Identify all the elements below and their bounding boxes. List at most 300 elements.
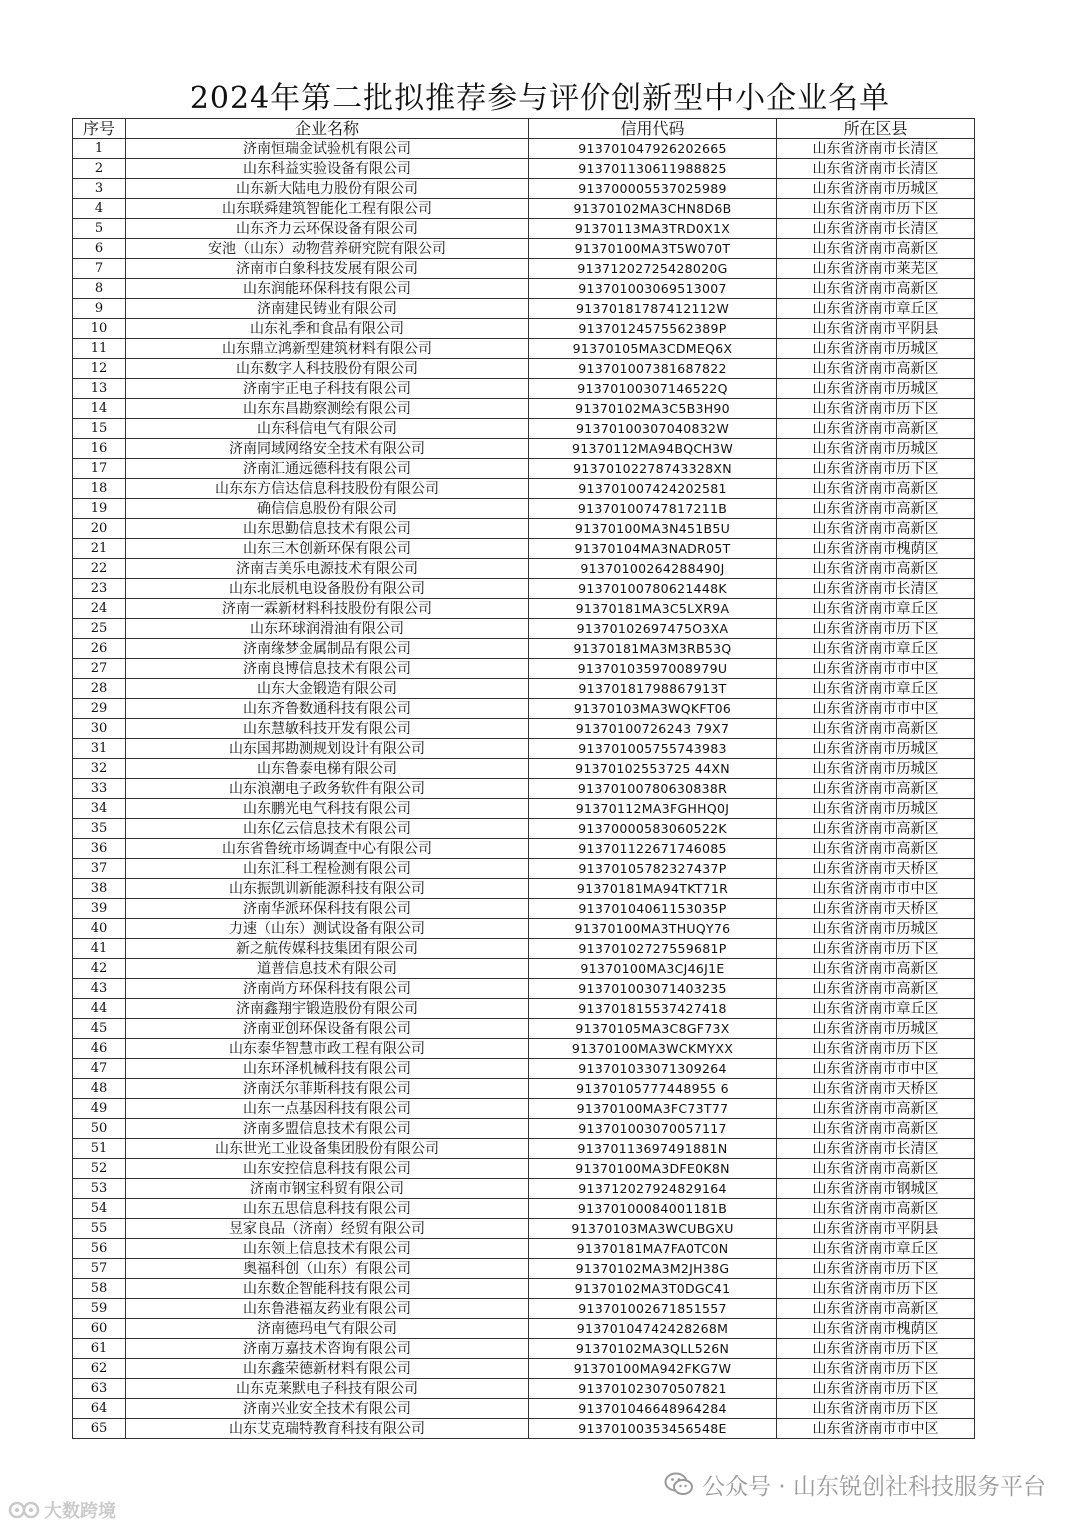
row-company-name: 济南宇正电子科技有限公司 <box>126 379 529 399</box>
table-row <box>73 1299 975 1319</box>
row-index: 56 <box>73 1239 126 1259</box>
row-index: 21 <box>73 539 126 559</box>
row-company-name: 安池（山东）动物营养研究院有限公司 <box>126 239 529 259</box>
row-credit-code: 913701003071403235 <box>529 979 777 999</box>
row-index: 2 <box>73 159 126 179</box>
row-company-name: 济南万嘉技术咨询有限公司 <box>126 1339 529 1359</box>
row-index: 7 <box>73 259 126 279</box>
wechat-account-footer <box>664 1466 1046 1502</box>
table-row <box>73 419 975 439</box>
table-row <box>73 239 975 259</box>
row-district: 山东省济南市长清区 <box>777 579 975 599</box>
table-row <box>73 539 975 559</box>
row-company-name: 山东鑫荣德新材料有限公司 <box>126 1359 529 1379</box>
row-company-name: 济南尚方环保科技有限公司 <box>126 979 529 999</box>
row-credit-code: 91370100307146522Q <box>529 379 777 399</box>
row-credit-code: 91370181787412112W <box>529 299 777 319</box>
row-district: 山东省济南市槐荫区 <box>777 1319 975 1339</box>
row-company-name: 山东省鲁统市场调查中心有限公司 <box>126 839 529 859</box>
row-credit-code: 91370102MA3CHN8D6B <box>529 199 777 219</box>
row-district: 山东省济南市高新区 <box>777 279 975 299</box>
row-company-name: 山东亿云信息技术有限公司 <box>126 819 529 839</box>
table-row <box>73 1239 975 1259</box>
row-company-name: 济南吉美乐电源技术有限公司 <box>126 559 529 579</box>
row-credit-code: 91370100780630838R <box>529 779 777 799</box>
row-credit-code: 913701007381687822 <box>529 359 777 379</box>
row-credit-code: 913701130611988825 <box>529 159 777 179</box>
table-row <box>73 219 975 239</box>
row-district: 山东省济南市高新区 <box>777 479 975 499</box>
row-credit-code: 91370103MA3WQKFT06 <box>529 699 777 719</box>
table-row <box>73 1059 975 1079</box>
row-company-name: 山东环泽机械科技有限公司 <box>126 1059 529 1079</box>
table-row <box>73 1419 975 1439</box>
row-index: 10 <box>73 319 126 339</box>
row-index: 45 <box>73 1019 126 1039</box>
row-index: 33 <box>73 779 126 799</box>
table-row <box>73 139 975 159</box>
watermark-text: 大数跨境 <box>44 1501 116 1522</box>
table-row <box>73 659 975 679</box>
row-credit-code: 91370100MA3THUQY76 <box>529 919 777 939</box>
row-company-name: 济南恒瑞金试验机有限公司 <box>126 139 529 159</box>
row-credit-code: 913701047926202665 <box>529 139 777 159</box>
row-index: 42 <box>73 959 126 979</box>
row-credit-code: 91370000583060522K <box>529 819 777 839</box>
row-company-name: 山东礼季和食品有限公司 <box>126 319 529 339</box>
row-index: 9 <box>73 299 126 319</box>
row-company-name: 山东思勤信息技术有限公司 <box>126 519 529 539</box>
table-row <box>73 1259 975 1279</box>
row-company-name: 山东数企智能科技有限公司 <box>126 1279 529 1299</box>
row-index: 47 <box>73 1059 126 1079</box>
row-district: 山东省济南市历下区 <box>777 619 975 639</box>
row-district: 山东省济南市天桥区 <box>777 899 975 919</box>
row-district: 山东省济南市高新区 <box>777 719 975 739</box>
row-index: 34 <box>73 799 126 819</box>
row-credit-code: 91370100MA3DFE0K8N <box>529 1159 777 1179</box>
row-credit-code: 91370102553725 44XN <box>529 759 777 779</box>
table-row <box>73 159 975 179</box>
company-table <box>72 118 975 1439</box>
row-district: 山东省济南市市中区 <box>777 659 975 679</box>
row-credit-code: 91370100MA3WCKMYXX <box>529 1039 777 1059</box>
row-company-name: 济南市钢宝科贸有限公司 <box>126 1179 529 1199</box>
row-company-name: 山东鼎立鸿新型建筑材料有限公司 <box>126 339 529 359</box>
row-index: 50 <box>73 1119 126 1139</box>
table-row <box>73 1339 975 1359</box>
table-row <box>73 259 975 279</box>
row-district: 山东省济南市高新区 <box>777 559 975 579</box>
row-company-name: 济南汇通远德科技有限公司 <box>126 459 529 479</box>
row-company-name: 山东鲁港福友药业有限公司 <box>126 1299 529 1319</box>
row-district: 山东省济南市市中区 <box>777 879 975 899</box>
row-index: 28 <box>73 679 126 699</box>
row-index: 48 <box>73 1079 126 1099</box>
row-index: 37 <box>73 859 126 879</box>
row-credit-code: 91370113MA3TRD0X1X <box>529 219 777 239</box>
table-row <box>73 439 975 459</box>
row-index: 14 <box>73 399 126 419</box>
row-district: 山东省济南市历下区 <box>777 399 975 419</box>
row-district: 山东省济南市高新区 <box>777 839 975 859</box>
row-index: 15 <box>73 419 126 439</box>
row-district: 山东省济南市高新区 <box>777 819 975 839</box>
table-row <box>73 499 975 519</box>
row-company-name: 山东振凯训新能源科技有限公司 <box>126 879 529 899</box>
row-index: 12 <box>73 359 126 379</box>
row-credit-code: 91370100353456548E <box>529 1419 777 1439</box>
row-company-name: 山东齐鲁数通科技有限公司 <box>126 699 529 719</box>
row-index: 63 <box>73 1379 126 1399</box>
table-row <box>73 1119 975 1139</box>
row-district: 山东省济南市高新区 <box>777 359 975 379</box>
row-credit-code: 91370112MA3FGHHQ0J <box>529 799 777 819</box>
row-district: 山东省济南市高新区 <box>777 1099 975 1119</box>
table-row <box>73 479 975 499</box>
row-company-name: 山东汇科工程检测有限公司 <box>126 859 529 879</box>
table-row <box>73 819 975 839</box>
table-row <box>73 1039 975 1059</box>
table-row <box>73 599 975 619</box>
row-company-name: 山东环球润滑油有限公司 <box>126 619 529 639</box>
row-district: 山东省济南市历城区 <box>777 799 975 819</box>
row-credit-code: 913701002671851557 <box>529 1299 777 1319</box>
table-row <box>73 1359 975 1379</box>
row-company-name: 山东世光工业设备集团股份有限公司 <box>126 1139 529 1159</box>
row-company-name: 济南多盟信息技术有限公司 <box>126 1119 529 1139</box>
table-row <box>73 339 975 359</box>
table-row <box>73 859 975 879</box>
row-index: 55 <box>73 1219 126 1239</box>
row-company-name: 山东五思信息科技有限公司 <box>126 1199 529 1219</box>
row-index: 11 <box>73 339 126 359</box>
header-district: 所在区县 <box>777 119 975 139</box>
row-credit-code: 913700005537025989 <box>529 179 777 199</box>
row-district: 山东省济南市高新区 <box>777 959 975 979</box>
row-credit-code: 91370100MA3N451B5U <box>529 519 777 539</box>
row-district: 山东省济南市历下区 <box>777 459 975 479</box>
row-credit-code: 91370112MA94BQCH3W <box>529 439 777 459</box>
row-index: 30 <box>73 719 126 739</box>
row-company-name: 山东北辰机电设备股份有限公司 <box>126 579 529 599</box>
table-row <box>73 1379 975 1399</box>
table-row <box>73 699 975 719</box>
row-credit-code: 91370100MA942FKG7W <box>529 1359 777 1379</box>
row-company-name: 山东三木创新环保有限公司 <box>126 539 529 559</box>
row-district: 山东省济南市莱芜区 <box>777 259 975 279</box>
row-district: 山东省济南市高新区 <box>777 979 975 999</box>
row-company-name: 山东安控信息科技有限公司 <box>126 1159 529 1179</box>
row-company-name: 道普信息技术有限公司 <box>126 959 529 979</box>
row-index: 32 <box>73 759 126 779</box>
row-company-name: 济南鑫翔宇锻造股份有限公司 <box>126 999 529 1019</box>
table-row <box>73 1399 975 1419</box>
row-credit-code: 91370124575562389P <box>529 319 777 339</box>
row-credit-code: 91370181MA7FA0TC0N <box>529 1239 777 1259</box>
row-credit-code: 91370100MA3T5W070T <box>529 239 777 259</box>
table-row <box>73 379 975 399</box>
row-credit-code: 913701003070057117 <box>529 1119 777 1139</box>
row-company-name: 新之航传媒科技集团有限公司 <box>126 939 529 959</box>
row-index: 59 <box>73 1299 126 1319</box>
row-district: 山东省济南市高新区 <box>777 419 975 439</box>
row-index: 8 <box>73 279 126 299</box>
table-row <box>73 559 975 579</box>
row-company-name: 山东东昌勘察测绘有限公司 <box>126 399 529 419</box>
row-credit-code: 91370102MA3C5B3H90 <box>529 399 777 419</box>
row-index: 38 <box>73 879 126 899</box>
table-row <box>73 199 975 219</box>
row-company-name: 山东艾克瑞特教育科技有限公司 <box>126 1419 529 1439</box>
row-district: 山东省济南市高新区 <box>777 1199 975 1219</box>
row-index: 58 <box>73 1279 126 1299</box>
table-row <box>73 779 975 799</box>
row-index: 25 <box>73 619 126 639</box>
table-row <box>73 359 975 379</box>
row-district: 山东省济南市历下区 <box>777 1339 975 1359</box>
row-credit-code: 91370102MA3M2JH38G <box>529 1259 777 1279</box>
row-district: 山东省济南市历城区 <box>777 179 975 199</box>
table-row <box>73 179 975 199</box>
row-index: 13 <box>73 379 126 399</box>
row-credit-code: 91370100MA3CJ46J1E <box>529 959 777 979</box>
row-index: 5 <box>73 219 126 239</box>
row-district: 山东省济南市历城区 <box>777 919 975 939</box>
row-company-name: 山东鹏光电气科技有限公司 <box>126 799 529 819</box>
row-credit-code: 91370181798867913T <box>529 679 777 699</box>
row-credit-code: 91370102MA3T0DGC41 <box>529 1279 777 1299</box>
row-index: 19 <box>73 499 126 519</box>
row-company-name: 济南缘梦金属制品有限公司 <box>126 639 529 659</box>
row-district: 山东省济南市章丘区 <box>777 639 975 659</box>
table-row <box>73 319 975 339</box>
row-index: 52 <box>73 1159 126 1179</box>
row-company-name: 山东泰华智慧市政工程有限公司 <box>126 1039 529 1059</box>
row-district: 山东省济南市历城区 <box>777 739 975 759</box>
row-district: 山东省济南市长清区 <box>777 219 975 239</box>
table-row <box>73 1099 975 1119</box>
row-district: 山东省济南市天桥区 <box>777 1079 975 1099</box>
row-company-name: 山东慧敏科技开发有限公司 <box>126 719 529 739</box>
row-district: 山东省济南市市中区 <box>777 1059 975 1079</box>
row-credit-code: 91370100780621448K <box>529 579 777 599</box>
table-row <box>73 999 975 1019</box>
row-company-name: 济南华派环保科技有限公司 <box>126 899 529 919</box>
wechat-icon <box>664 1471 694 1497</box>
table-row <box>73 959 975 979</box>
row-index: 41 <box>73 939 126 959</box>
table-row <box>73 1219 975 1239</box>
row-district: 山东省济南市高新区 <box>777 1159 975 1179</box>
row-district: 山东省济南市历下区 <box>777 1399 975 1419</box>
row-credit-code: 91370105MA3CDMEQ6X <box>529 339 777 359</box>
row-index: 29 <box>73 699 126 719</box>
row-credit-code: 91371202725428020G <box>529 259 777 279</box>
row-credit-code: 91370104742428268M <box>529 1319 777 1339</box>
row-company-name: 山东国邦勘测规划设计有限公司 <box>126 739 529 759</box>
table-row <box>73 279 975 299</box>
row-district: 山东省济南市历下区 <box>777 1279 975 1299</box>
row-company-name: 山东克莱默电子科技有限公司 <box>126 1379 529 1399</box>
row-index: 35 <box>73 819 126 839</box>
row-company-name: 奥福科创（山东）有限公司 <box>126 1259 529 1279</box>
row-company-name: 山东浪潮电子政务软件有限公司 <box>126 779 529 799</box>
row-district: 山东省济南市长清区 <box>777 159 975 179</box>
row-district: 山东省济南市章丘区 <box>777 679 975 699</box>
row-index: 64 <box>73 1399 126 1419</box>
row-index: 43 <box>73 979 126 999</box>
row-index: 3 <box>73 179 126 199</box>
row-company-name: 济南沃尔菲斯科技有限公司 <box>126 1079 529 1099</box>
row-credit-code: 91370105MA3C8GF73X <box>529 1019 777 1039</box>
row-credit-code: 91370103MA3WCUBGXU <box>529 1219 777 1239</box>
row-district: 山东省济南市历城区 <box>777 339 975 359</box>
table-row <box>73 879 975 899</box>
row-company-name: 济南兴业安全技术有限公司 <box>126 1399 529 1419</box>
row-district: 山东省济南市长清区 <box>777 139 975 159</box>
row-company-name: 山东鲁泰电梯有限公司 <box>126 759 529 779</box>
row-company-name: 力速（山东）测试设备有限公司 <box>126 919 529 939</box>
row-district: 山东省济南市历城区 <box>777 379 975 399</box>
row-index: 53 <box>73 1179 126 1199</box>
row-credit-code: 91370105777448955 6 <box>529 1079 777 1099</box>
row-index: 36 <box>73 839 126 859</box>
row-district: 山东省济南市章丘区 <box>777 299 975 319</box>
table-row <box>73 839 975 859</box>
row-district: 山东省济南市高新区 <box>777 519 975 539</box>
row-district: 山东省济南市历下区 <box>777 1039 975 1059</box>
table-row <box>73 1139 975 1159</box>
row-index: 54 <box>73 1199 126 1219</box>
row-index: 44 <box>73 999 126 1019</box>
watermark <box>8 1496 116 1524</box>
row-district: 山东省济南市高新区 <box>777 1299 975 1319</box>
row-index: 61 <box>73 1339 126 1359</box>
row-company-name: 山东一点基因科技有限公司 <box>126 1099 529 1119</box>
row-company-name: 济南良博信息技术有限公司 <box>126 659 529 679</box>
row-credit-code: 91370102278743328XN <box>529 459 777 479</box>
row-credit-code: 91370102697475O3XA <box>529 619 777 639</box>
row-credit-code: 913701003069513007 <box>529 279 777 299</box>
row-index: 18 <box>73 479 126 499</box>
row-district: 山东省济南市平阴县 <box>777 1219 975 1239</box>
row-index: 22 <box>73 559 126 579</box>
row-index: 40 <box>73 919 126 939</box>
row-credit-code: 91370103597008979U <box>529 659 777 679</box>
row-district: 山东省济南市平阴县 <box>777 319 975 339</box>
table-row <box>73 1079 975 1099</box>
row-credit-code: 91370102727559681P <box>529 939 777 959</box>
row-credit-code: 91370181MA3M3RB53Q <box>529 639 777 659</box>
table-row <box>73 1319 975 1339</box>
table-row <box>73 719 975 739</box>
row-company-name: 济南同域网络安全技术有限公司 <box>126 439 529 459</box>
row-index: 49 <box>73 1099 126 1119</box>
row-district: 山东省济南市高新区 <box>777 499 975 519</box>
page-title: 2024年第二批拟推荐参与评价创新型中小企业名单 <box>189 81 891 116</box>
row-district: 山东省济南市高新区 <box>777 779 975 799</box>
table-row <box>73 519 975 539</box>
row-credit-code: 91370104061153035P <box>529 899 777 919</box>
row-company-name: 山东联舜建筑智能化工程有限公司 <box>126 199 529 219</box>
table-row <box>73 919 975 939</box>
row-district: 山东省济南市长清区 <box>777 1139 975 1159</box>
row-index: 46 <box>73 1039 126 1059</box>
row-district: 山东省济南市高新区 <box>777 1119 975 1139</box>
row-credit-code: 91370181MA3C5LXR9A <box>529 599 777 619</box>
table-row <box>73 619 975 639</box>
row-district: 山东省济南市历下区 <box>777 1359 975 1379</box>
table-row <box>73 799 975 819</box>
row-index: 4 <box>73 199 126 219</box>
table-row <box>73 1019 975 1039</box>
table-row <box>73 899 975 919</box>
row-district: 山东省济南市市中区 <box>777 699 975 719</box>
row-credit-code: 91370100084001181B <box>529 1199 777 1219</box>
table-body <box>73 139 975 1439</box>
row-credit-code: 913701046648964284 <box>529 1399 777 1419</box>
row-district: 山东省济南市高新区 <box>777 239 975 259</box>
row-index: 39 <box>73 899 126 919</box>
row-district: 山东省济南市历下区 <box>777 939 975 959</box>
table-row <box>73 459 975 479</box>
row-credit-code: 91370102MA3QLL526N <box>529 1339 777 1359</box>
table-row <box>73 1179 975 1199</box>
row-district: 山东省济南市钢城区 <box>777 1179 975 1199</box>
table-row <box>73 739 975 759</box>
table-row <box>73 1199 975 1219</box>
row-company-name: 山东润能环保科技有限公司 <box>126 279 529 299</box>
row-company-name: 昱家良品（济南）经贸有限公司 <box>126 1219 529 1239</box>
row-credit-code: 91370100264288490J <box>529 559 777 579</box>
table-row <box>73 1159 975 1179</box>
table-row <box>73 939 975 959</box>
row-index: 51 <box>73 1139 126 1159</box>
row-district: 山东省济南市历城区 <box>777 759 975 779</box>
table-header-row <box>73 119 975 139</box>
row-index: 60 <box>73 1319 126 1339</box>
row-index: 65 <box>73 1419 126 1439</box>
row-company-name: 山东东方信达信息科技股份有限公司 <box>126 479 529 499</box>
row-company-name: 确信信息股份有限公司 <box>126 499 529 519</box>
header-company-name: 企业名称 <box>126 119 529 139</box>
row-district: 山东省济南市章丘区 <box>777 999 975 1019</box>
row-company-name: 济南亚创环保设备有限公司 <box>126 1019 529 1039</box>
row-company-name: 山东科益实验设备有限公司 <box>126 159 529 179</box>
row-company-name: 山东新大陆电力股份有限公司 <box>126 179 529 199</box>
row-index: 24 <box>73 599 126 619</box>
row-credit-code: 91370100747817211B <box>529 499 777 519</box>
row-index: 1 <box>73 139 126 159</box>
table-row <box>73 679 975 699</box>
row-index: 26 <box>73 639 126 659</box>
table-row <box>73 579 975 599</box>
row-company-name: 山东数字人科技股份有限公司 <box>126 359 529 379</box>
row-company-name: 山东齐力云环保设备有限公司 <box>126 219 529 239</box>
row-district: 山东省济南市章丘区 <box>777 1239 975 1259</box>
header-credit-code: 信用代码 <box>529 119 777 139</box>
row-credit-code: 913701033071309264 <box>529 1059 777 1079</box>
row-credit-code: 91370181MA94TKT71R <box>529 879 777 899</box>
row-district: 山东省济南市市中区 <box>777 1419 975 1439</box>
row-credit-code: 913712027924829164 <box>529 1179 777 1199</box>
row-index: 23 <box>73 579 126 599</box>
row-credit-code: 91370100MA3FC73T77 <box>529 1099 777 1119</box>
row-index: 31 <box>73 739 126 759</box>
row-credit-code: 913701023070507821 <box>529 1379 777 1399</box>
row-credit-code: 913701005755743983 <box>529 739 777 759</box>
